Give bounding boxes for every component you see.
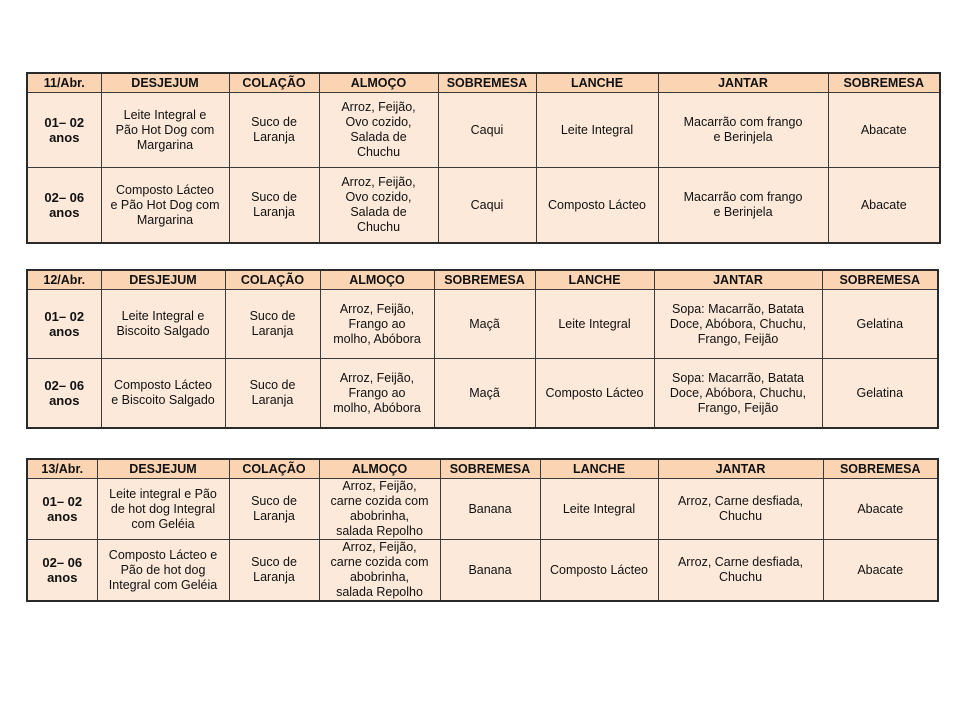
sobremesa-2-cell: Abacate: [828, 93, 940, 168]
date-header: 12/Abr.: [27, 270, 101, 290]
col-header-desjejum: DESJEJUM: [101, 73, 229, 93]
sobremesa-2-cell: Gelatina: [822, 290, 938, 359]
age-group-cell: 02– 06 anos: [27, 540, 97, 602]
lanche-cell: Leite Integral: [540, 479, 658, 540]
col-header-jantar: JANTAR: [658, 73, 828, 93]
sobremesa-cell: Banana: [440, 479, 540, 540]
jantar-cell: Arroz, Carne desfiada, Chuchu: [658, 479, 823, 540]
sobremesa-cell: Maçã: [434, 359, 535, 429]
col-header-almoco: ALMOÇO: [319, 459, 440, 479]
col-header-sobremesa-2: SOBREMESA: [823, 459, 938, 479]
desjejum-cell: Leite Integral e Pão Hot Dog com Margarina: [101, 93, 229, 168]
almoco-cell: Arroz, Feijão, carne cozida com abobrinha, salada Repolho: [319, 479, 440, 540]
table-row: [27, 93, 940, 168]
desjejum-cell: Composto Lácteo e Pão Hot Dog com Margarina: [101, 168, 229, 244]
table-row: [27, 290, 938, 359]
almoco-cell: Arroz, Feijão, carne cozida com abobrinha, salada Repolho: [319, 540, 440, 602]
col-header-colacao: COLAÇÃO: [225, 270, 320, 290]
table-row: [27, 479, 938, 540]
sobremesa-cell: Caqui: [438, 168, 536, 244]
lanche-cell: Composto Lácteo: [536, 168, 658, 244]
sobremesa-2-cell: Abacate: [828, 168, 940, 244]
col-header-almoco: ALMOÇO: [320, 270, 434, 290]
col-header-sobremesa: SOBREMESA: [434, 270, 535, 290]
col-header-colacao: COLAÇÃO: [229, 73, 319, 93]
jantar-cell: Macarrão com frango e Berinjela: [658, 93, 828, 168]
col-header-lanche: LANCHE: [540, 459, 658, 479]
colacao-cell: Suco de Laranja: [229, 93, 319, 168]
lanche-cell: Composto Lácteo: [535, 359, 654, 429]
age-group-cell: 01– 02 anos: [27, 479, 97, 540]
table-row: [27, 168, 940, 244]
table-header-row: [27, 459, 938, 479]
sobremesa-cell: Caqui: [438, 93, 536, 168]
jantar-cell: Arroz, Carne desfiada, Chuchu: [658, 540, 823, 602]
sobremesa-2-cell: Abacate: [823, 479, 938, 540]
date-header: 11/Abr.: [27, 73, 101, 93]
almoco-cell: Arroz, Feijão, Ovo cozido, Salada de Chuchu: [319, 93, 438, 168]
colacao-cell: Suco de Laranja: [225, 290, 320, 359]
jantar-cell: Macarrão com frango e Berinjela: [658, 168, 828, 244]
age-group-cell: 02– 06 anos: [27, 168, 101, 244]
age-group-cell: 02– 06 anos: [27, 359, 101, 429]
sobremesa-cell: Banana: [440, 540, 540, 602]
jantar-cell: Sopa: Macarrão, Batata Doce, Abóbora, Chuchu, Frango, Feijão: [654, 290, 822, 359]
date-header: 13/Abr.: [27, 459, 97, 479]
menu-table-day-1: [26, 72, 941, 244]
col-header-lanche: LANCHE: [536, 73, 658, 93]
desjejum-cell: Composto Lácteo e Biscoito Salgado: [101, 359, 225, 429]
sobremesa-2-cell: Abacate: [823, 540, 938, 602]
age-group-cell: 01– 02 anos: [27, 93, 101, 168]
colacao-cell: Suco de Laranja: [229, 168, 319, 244]
table-header-row: [27, 270, 938, 290]
jantar-cell: Sopa: Macarrão, Batata Doce, Abóbora, Chuchu, Frango, Feijão: [654, 359, 822, 429]
col-header-lanche: LANCHE: [535, 270, 654, 290]
sobremesa-2-cell: Gelatina: [822, 359, 938, 429]
desjejum-cell: Leite integral e Pão de hot dog Integral com Geléia: [97, 479, 229, 540]
colacao-cell: Suco de Laranja: [229, 540, 319, 602]
col-header-desjejum: DESJEJUM: [97, 459, 229, 479]
col-header-sobremesa-2: SOBREMESA: [828, 73, 940, 93]
desjejum-cell: Composto Lácteo e Pão de hot dog Integral com Geléia: [97, 540, 229, 602]
col-header-jantar: JANTAR: [654, 270, 822, 290]
sobremesa-cell: Maçã: [434, 290, 535, 359]
table-row: [27, 540, 938, 602]
table-header-row: [27, 73, 940, 93]
almoco-cell: Arroz, Feijão, Ovo cozido, Salada de Chuchu: [319, 168, 438, 244]
colacao-cell: Suco de Laranja: [225, 359, 320, 429]
col-header-sobremesa: SOBREMESA: [440, 459, 540, 479]
col-header-sobremesa: SOBREMESA: [438, 73, 536, 93]
colacao-cell: Suco de Laranja: [229, 479, 319, 540]
col-header-jantar: JANTAR: [658, 459, 823, 479]
menu-table-day-3: [26, 458, 939, 602]
almoco-cell: Arroz, Feijão, Frango ao molho, Abóbora: [320, 359, 434, 429]
lanche-cell: Leite Integral: [535, 290, 654, 359]
col-header-desjejum: DESJEJUM: [101, 270, 225, 290]
col-header-sobremesa-2: SOBREMESA: [822, 270, 938, 290]
lanche-cell: Composto Lácteo: [540, 540, 658, 602]
lanche-cell: Leite Integral: [536, 93, 658, 168]
age-group-cell: 01– 02 anos: [27, 290, 101, 359]
col-header-colacao: COLAÇÃO: [229, 459, 319, 479]
menu-table-day-2: [26, 269, 939, 429]
almoco-cell: Arroz, Feijão, Frango ao molho, Abóbora: [320, 290, 434, 359]
table-row: [27, 359, 938, 429]
col-header-almoco: ALMOÇO: [319, 73, 438, 93]
desjejum-cell: Leite Integral e Biscoito Salgado: [101, 290, 225, 359]
